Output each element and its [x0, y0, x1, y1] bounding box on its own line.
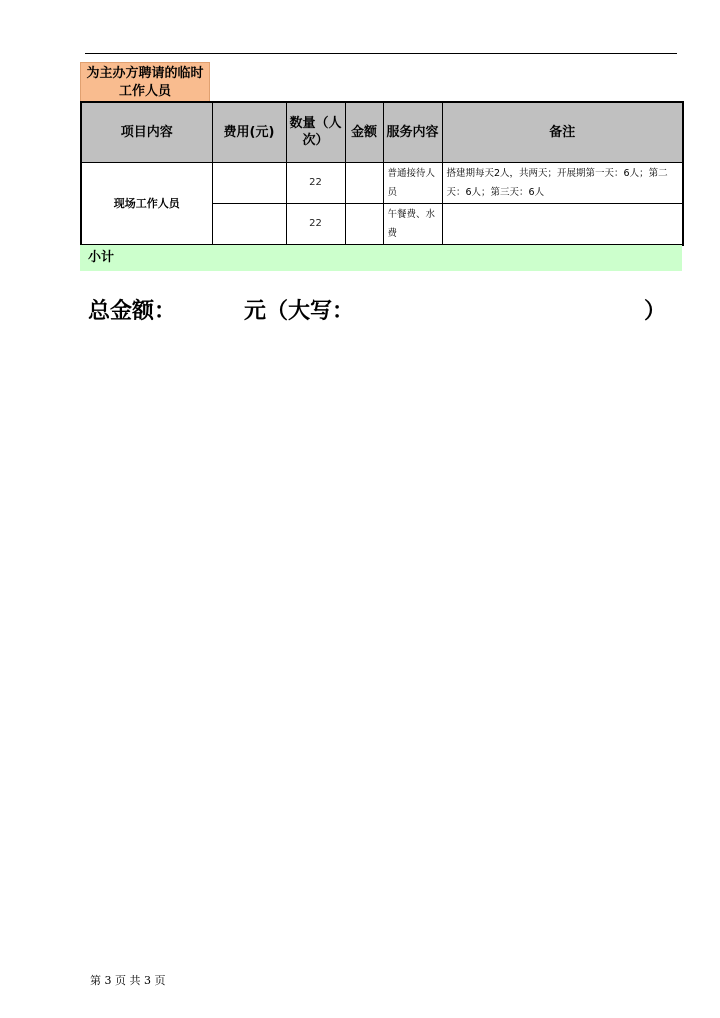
cost-cell [212, 203, 286, 245]
header-cost: 费用(元) [212, 102, 286, 162]
header-service: 服务内容 [383, 102, 442, 162]
header-item: 项目内容 [81, 102, 212, 162]
quantity-cell: 22 [286, 203, 345, 245]
header-quantity: 数量（人次） [286, 102, 345, 162]
section-title: 为主办方聘请的临时工作人员 [80, 62, 210, 102]
page-footer: 第 3 页 共 3 页 [90, 974, 166, 987]
remarks-cell [442, 203, 683, 245]
item-name-cell: 现场工作人员 [81, 162, 212, 245]
cost-table [80, 101, 684, 246]
total-close-paren: ） [644, 298, 667, 324]
amount-cell [345, 203, 383, 245]
header-remarks: 备注 [442, 102, 683, 162]
service-cell: 午餐费、水费 [383, 203, 442, 245]
cost-table-wrapper [80, 101, 682, 246]
table-row [81, 162, 683, 203]
subtotal-row: 小计 [80, 245, 682, 271]
table-header-row [81, 102, 683, 162]
header-rule [85, 53, 677, 54]
amount-cell [345, 162, 383, 203]
service-cell: 普通接待人员 [383, 162, 442, 203]
header-amount: 金额 [345, 102, 383, 162]
total-label: 总金额： [88, 298, 177, 324]
total-amount-line [88, 294, 668, 328]
remarks-cell: 搭建期每天2人，共两天；开展期第一天：6人；第二天：6人；第三天：6人 [442, 162, 683, 203]
quantity-cell: 22 [286, 162, 345, 203]
cost-cell [212, 162, 286, 203]
total-unit-label: 元（大写： [244, 298, 355, 324]
